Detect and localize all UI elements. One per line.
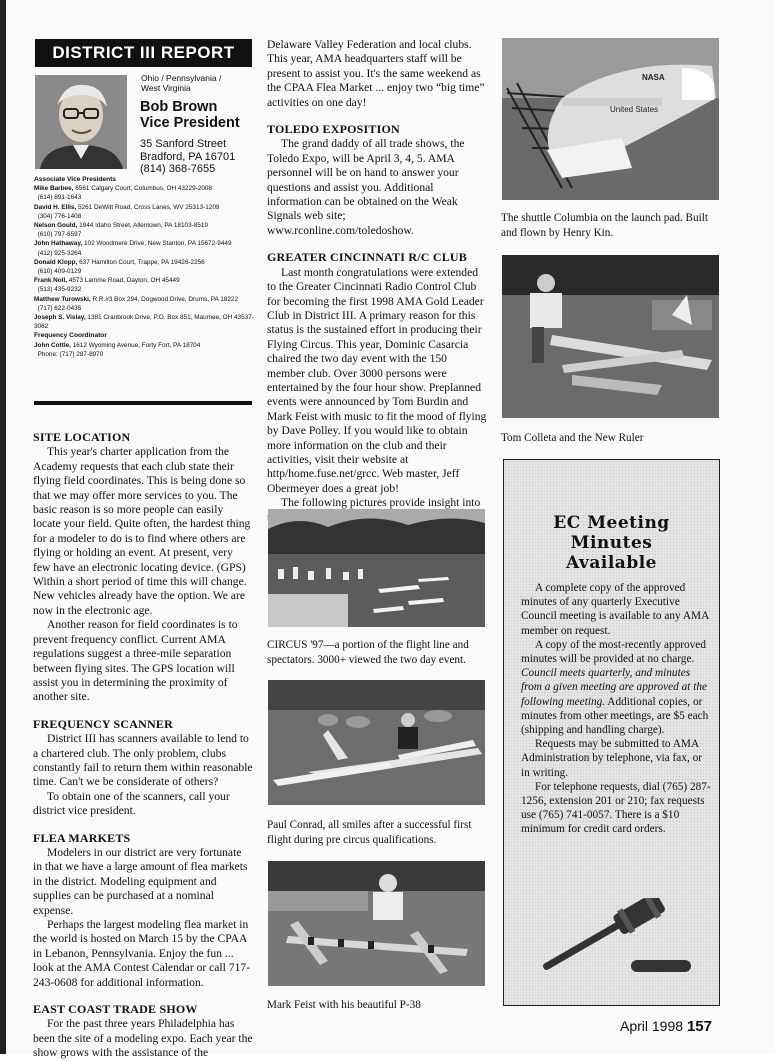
photo-circus-flight-line (268, 509, 485, 627)
sidebar-title (504, 513, 719, 573)
caption-paul-conrad: Paul Conrad, all smiles after a successful first flight during pre circus qualifications. (267, 819, 472, 846)
associate-entry (34, 295, 259, 313)
states-line-2: West Virginia (141, 83, 191, 93)
associate-entry (34, 184, 259, 202)
associate-name: John Hathaway, (34, 240, 83, 248)
shuttle-nasa-marking: NASA (642, 73, 665, 82)
district-states (141, 73, 221, 93)
vp-portrait-photo (35, 75, 127, 169)
associate-name: Frank Noll, (34, 277, 68, 285)
photo-shuttle-columbia (502, 38, 719, 200)
associate-entry (34, 313, 259, 331)
page-footer (620, 1018, 712, 1035)
paragraph: To obtain one of the scanners, call your district vice president. (33, 789, 230, 818)
paragraph: Requests may be submitted to AMA Administration by telephone, via fax, or in writing. (521, 738, 703, 779)
associate-name: Nelson Gould, (34, 222, 78, 230)
vp-title: Vice President (140, 115, 240, 131)
page-number: 157 (686, 1018, 712, 1035)
paragraph: Modelers in our district are very fortunate in that we have a large amount of flea markets in the district. Modeling equipment and supplies can be purchased at a nominal expense. (33, 845, 248, 917)
gavel-icon (536, 898, 696, 980)
associate-entry (34, 258, 259, 276)
photo-paul-conrad (268, 680, 485, 805)
heading-toledo-exposition: TOLEDO EXPOSITION (267, 122, 400, 137)
photo-mark-feist-p38 (268, 861, 485, 986)
paragraph: Another reason for field coordinates is to prevent frequency conflict. Current AMA regulations suggest a three-mile separation between flying sites. The GPS location will assist you in determining the proximity of another site. (33, 618, 238, 704)
associate-name: Joseph S. Vislay, (34, 314, 86, 322)
associate-phone: (717) 622-0435 (37, 304, 82, 312)
vp-street: 35 Sanford Street (140, 138, 227, 150)
shuttle-us-marking: United States (610, 105, 659, 114)
vp-phone: (814) 368-7655 (140, 163, 216, 175)
associate-phone: (610) 797-6597 (37, 231, 82, 239)
sidebar-title-line: Available (566, 553, 657, 573)
paragraph: A complete copy of the approved minutes of any quarterly Executive Council meeting is available to any AMA member on request. (521, 582, 709, 637)
coordinator-name: John Cottle, (34, 341, 71, 349)
associate-address: 4573 Lamme Road, Dayton, OH 45449 (68, 277, 180, 285)
associate-address: 6561 Calgary Court, Columbus, OH 43229-2008 (75, 185, 212, 193)
frequency-coordinator-label: Frequency Coordinator (34, 332, 107, 340)
associate-address: 637 Hamilton Court, Trappe, PA 19426-2256 (79, 258, 205, 266)
paragraph: Delaware Valley Federation and local clubs. This year, AMA headquarters staff will be present to assist you. It's the same weekend as the CPAA Flea Market ... enjoy two “big time” activities on one day! (267, 38, 485, 109)
paragraph: This year's charter application from the Academy requests that each club state their flying field coordinates. This is being done so that we may offer more services to you. The basic reason is so more people can easily locate your field. Quite often, the hardest thing for a modeler to do is to find where others are flying or holding an event. At present, very few have an electronic locating device. (GPS) Within a short period of time this will change. New vehicles already have the option. We are now in the electronic age. (33, 445, 251, 617)
district-report-title: DISTRICT III REPORT (35, 39, 252, 67)
column-left (33, 430, 253, 1061)
associate-entry (34, 221, 259, 239)
paragraph: Perhaps the largest modeling flea market in the world is hosted on March 15 by the CPAA in Lebanon, Pennsylvania. Enjoy the fun ... look at the AMA Contest Calendar or call 717-243-0608 for additional information. (33, 918, 251, 989)
associate-name: Matthew Turowski, (34, 295, 91, 303)
paragraph (521, 638, 711, 737)
associate-vp-list (34, 175, 259, 359)
associate-address: 1944 Idaho Street, Allentown, PA 18103-8519 (79, 222, 208, 230)
coordinator-address: 1612 Wyoming Avenue, Forty Fort, PA 18704 (72, 341, 201, 349)
associate-entry (34, 239, 259, 257)
sidebar-title-line: EC Meeting (553, 513, 670, 533)
associate-phone: (610) 409-0129 (37, 268, 82, 276)
associate-name: Donald Klopp, (34, 258, 78, 266)
paragraph: District III has scanners available to lend to a chartered club. The only problem, clubs constantly fail to return them within reasonable time. Can't we be considerate of others? (33, 732, 253, 789)
issue-date: April 1998 (620, 1018, 684, 1034)
caption-mark-feist: Mark Feist with his beautiful P-38 (267, 999, 421, 1011)
caption-circus: CIRCUS '97—a portion of the flight line and spectators. 3000+ viewed the two day event. (267, 639, 469, 666)
heading-greater-cincinnati: GREATER CINCINNATI R/C CLUB (267, 250, 467, 265)
ec-minutes-sidebar (503, 459, 720, 1006)
sidebar-title-line: Minutes (570, 533, 653, 553)
paragraph: The grand daddy of all trade shows, the Toledo Expo, will be April 3, 4, 5. AMA personnel will be on hand to answer your questions and assist you. Additional information can be obtained on the Weak Signals web site; (267, 137, 465, 223)
heading-frequency-scanner: FREQUENCY SCANNER (33, 716, 173, 731)
paragraph: For telephone requests, dial (765) 287-1256, extension 201 or 210; fax requests use (765) 741-0057. There is a $10 minimum for credit card orders. (521, 780, 711, 836)
heading-east-coast-trade-show: EAST COAST TRADE SHOW (33, 1002, 198, 1017)
heading-site-location: SITE LOCATION (33, 430, 131, 444)
column-middle (267, 38, 487, 525)
states-line-1: Ohio / Pennsylvania / (141, 73, 222, 83)
header-divider (34, 401, 252, 405)
caption-shuttle: The shuttle Columbia on the launch pad. Built and flown by Henry Kin. (501, 212, 708, 239)
caption-tom-colleta: Tom Colleta and the New Ruler (501, 432, 644, 444)
vice-president-name-block (140, 99, 240, 131)
associate-entry (34, 203, 259, 221)
italic-text: Council meets quarterly, and minutes from a given meeting are approved at the following meeting. (521, 667, 708, 708)
photo-tom-colleta (502, 255, 719, 418)
sidebar-body (521, 581, 711, 837)
associate-address: 5261 DeWitt Road, Cross Lanes, WV 25313-1209 (78, 203, 220, 211)
associate-phone: (513) 435-9232 (37, 286, 82, 294)
associate-entry (34, 276, 259, 294)
toledo-website-link[interactable]: www.rconline.com/toledoshow. (267, 223, 414, 237)
associate-address: 102 Woodmere Drive, New Stanton, PA 15672-9449 (83, 240, 232, 248)
paragraph: For the past three years Philadelphia has been the site of a modeling expo. Each year the show grows with the assistance of the (33, 1017, 253, 1060)
heading-flea-markets: FLEA MARKETS (33, 830, 131, 845)
paragraph-text: The following pictures provide insight into (281, 496, 481, 510)
paragraph: Last month congratulations were extended to the Greater Cincinnati Radio Control Club for becoming the first 1998 AMA Gold Leader Club in District III. A primary reason for this status is the sustained effort in producing their Flying Circus. This year, Dominic Casarcia chaired the two day event with the 150 member club. Over 3000 persons were entertained by the four hour show. Preplanned events were announced by Tom Burdin and Mark Feist with music to fit the mood of flying by Dave Polley. If you would like to obtain more information on the club and their activities, visit their website at http/home.fuse.net/grcc. Web master, Jeff Obermeyer does a great job! (267, 265, 487, 495)
associate-phone: (304) 776-1408 (37, 212, 82, 220)
vp-address (140, 138, 235, 176)
associate-phone: (412) 925-3264 (37, 249, 82, 257)
coordinator-phone: Phone: (717) 287-8970 (37, 350, 104, 358)
associate-name: David H. Ellis, (34, 203, 77, 211)
associate-name: Mike Barbee, (34, 185, 74, 193)
associates-label: Associate Vice Presidents (34, 176, 116, 183)
page-edge-shadow (0, 0, 6, 1054)
vp-name: Bob Brown (140, 99, 218, 115)
associate-address: 1381 Cranbrook Drive, P.O. Box 851, Maumee, OH 43537-3062 (34, 314, 254, 331)
vp-city: Bradford, PA 16701 (140, 150, 236, 163)
associate-address: R.R.#3 Box 294, Dogwood Drive, Drums, PA 18222 (92, 295, 239, 303)
paragraph-text: A copy of the most-recently approved minutes will be provided at no charge. (521, 638, 706, 666)
associate-phone: (614) 891-1643 (37, 194, 82, 202)
paragraph-text: Additional copies, or minutes from other meetings, are $5 each (shipping and handling charge). (521, 695, 709, 737)
frequency-coordinator-entry (34, 341, 259, 359)
